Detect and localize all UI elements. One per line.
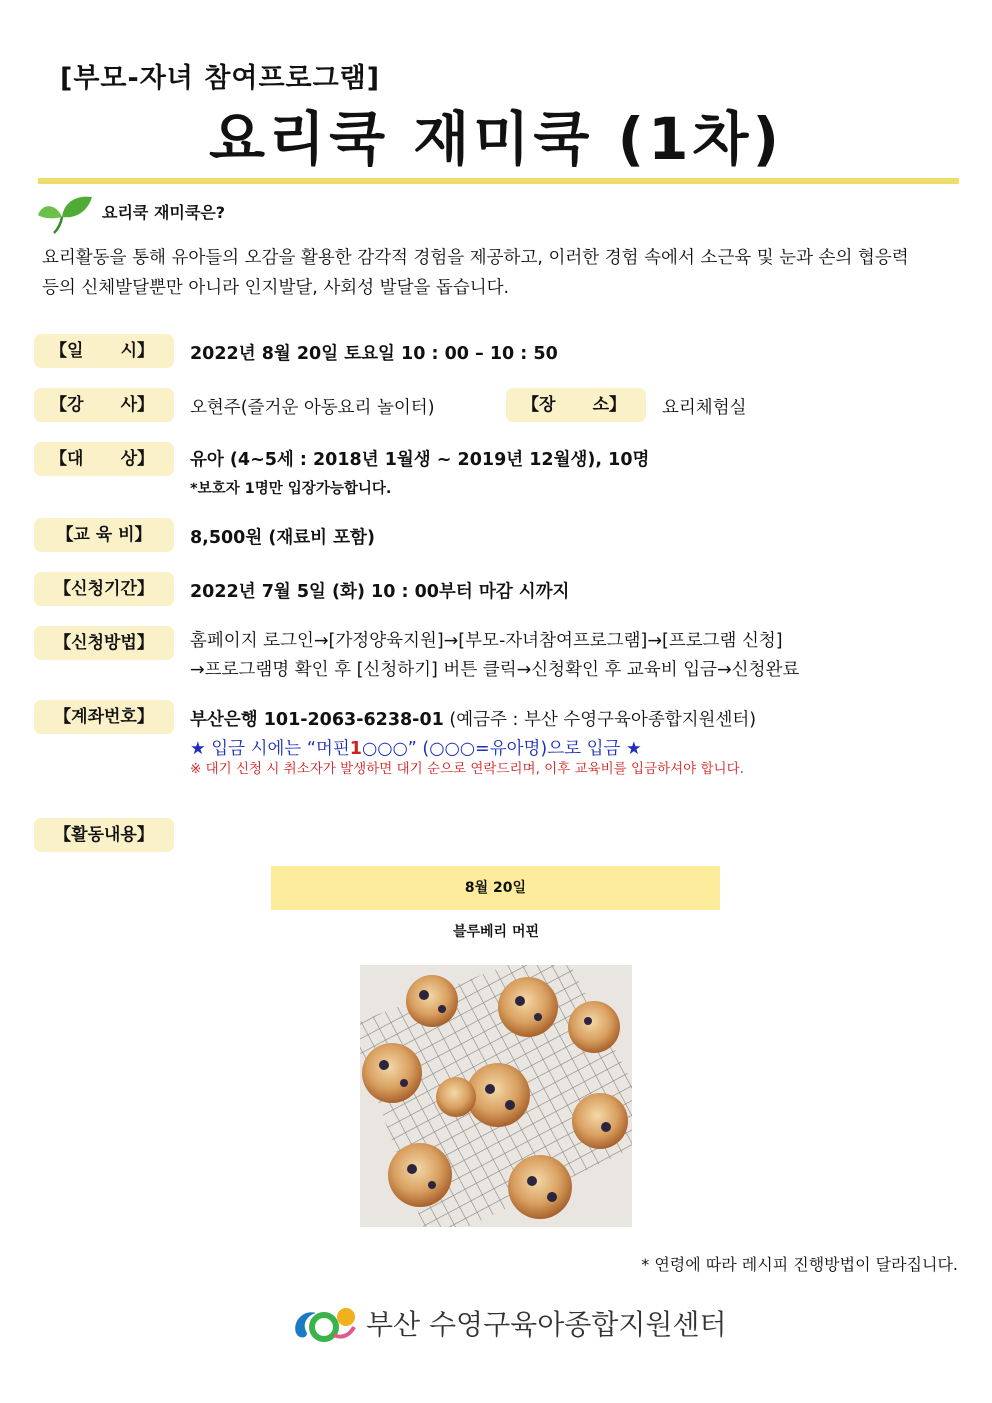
age-note: * 연령에 따라 레시피 진행방법이 달라집니다. (641, 1255, 958, 1274)
method-line-2: →프로그램명 확인 후 [신청하기] 버튼 클릭→신청확인 후 교육비 입금→신청완료 (190, 660, 800, 680)
target-value: 유아 (4~5세 : 2018년 1월생 ~ 2019년 12월생), 10명 (190, 450, 650, 470)
intro-text: 요리활동을 통해 유아들의 오감을 활용한 감각적 경험을 제공하고, 이러한 경험 속에서 소근육 및 눈과 손의 협응력 등의 신체발달뿐만 아니라 인지발달, 사회성 발달을 돕습니다. (42, 248, 909, 298)
intro-heading: 요리쿡 재미쿡은? (102, 203, 226, 222)
place-value: 요리체험실 (662, 398, 747, 418)
label-period: 【신청기간】 (34, 572, 174, 606)
label-activity: 【활동내용】 (34, 818, 174, 852)
label-target: 【대 상】 (34, 442, 174, 476)
page-title: 요리쿡 재미쿡 (1차) (209, 105, 783, 173)
label-account: 【계좌번호】 (34, 700, 174, 734)
sprout-icon (34, 193, 94, 235)
muffin-photo (360, 965, 632, 1227)
instructor-value: 오현주(즐거운 아동요리 놀이터) (190, 398, 435, 418)
deposit-instruction: ★ 입금 시에는 “머핀1○○○” (○○○=유아명)으로 입금 ★ (190, 739, 642, 759)
center-logo-icon (290, 1301, 358, 1345)
label-fee: 【교 육 비】 (34, 518, 174, 552)
schedule-date: 8월 20일 (271, 866, 720, 910)
fee-value: 8,500원 (재료비 포함) (190, 528, 375, 548)
title-divider (38, 178, 959, 184)
bank-account: 부산은행 101-2063-6238-01 (190, 710, 444, 730)
target-note: *보호자 1명만 입장가능합니다. (190, 481, 392, 497)
org-name: 부산 수영구육아종합지원센터 (366, 1308, 727, 1341)
account-value (190, 706, 756, 731)
period-value: 2022년 7월 5일 (화) 10 : 00부터 마감 시까지 (190, 582, 570, 602)
org-logo (290, 1300, 727, 1346)
label-instructor: 【강 사】 (34, 388, 174, 422)
datetime-value: 2022년 8월 20일 토요일 10 : 00 – 10 : 50 (190, 344, 558, 364)
program-category: [부모-자녀 참여프로그램] (60, 63, 381, 94)
waitlist-notice: ※ 대기 신청 시 취소자가 발생하면 대기 순으로 연락드리며, 이후 교육비를 입금하셔야 합니다. (190, 761, 744, 777)
label-place: 【장 소】 (506, 388, 646, 422)
label-method: 【신청방법】 (34, 626, 174, 660)
account-holder: (예금주 : 부산 수영구육아종합지원센터) (449, 710, 757, 730)
method-line-1: 홈페이지 로그인→[가정양육지원]→[부모-자녀참여프로그램]→[프로그램 신청] (190, 631, 783, 651)
dish-name: 블루베리 머핀 (452, 924, 540, 940)
label-datetime: 【일 시】 (34, 334, 174, 368)
